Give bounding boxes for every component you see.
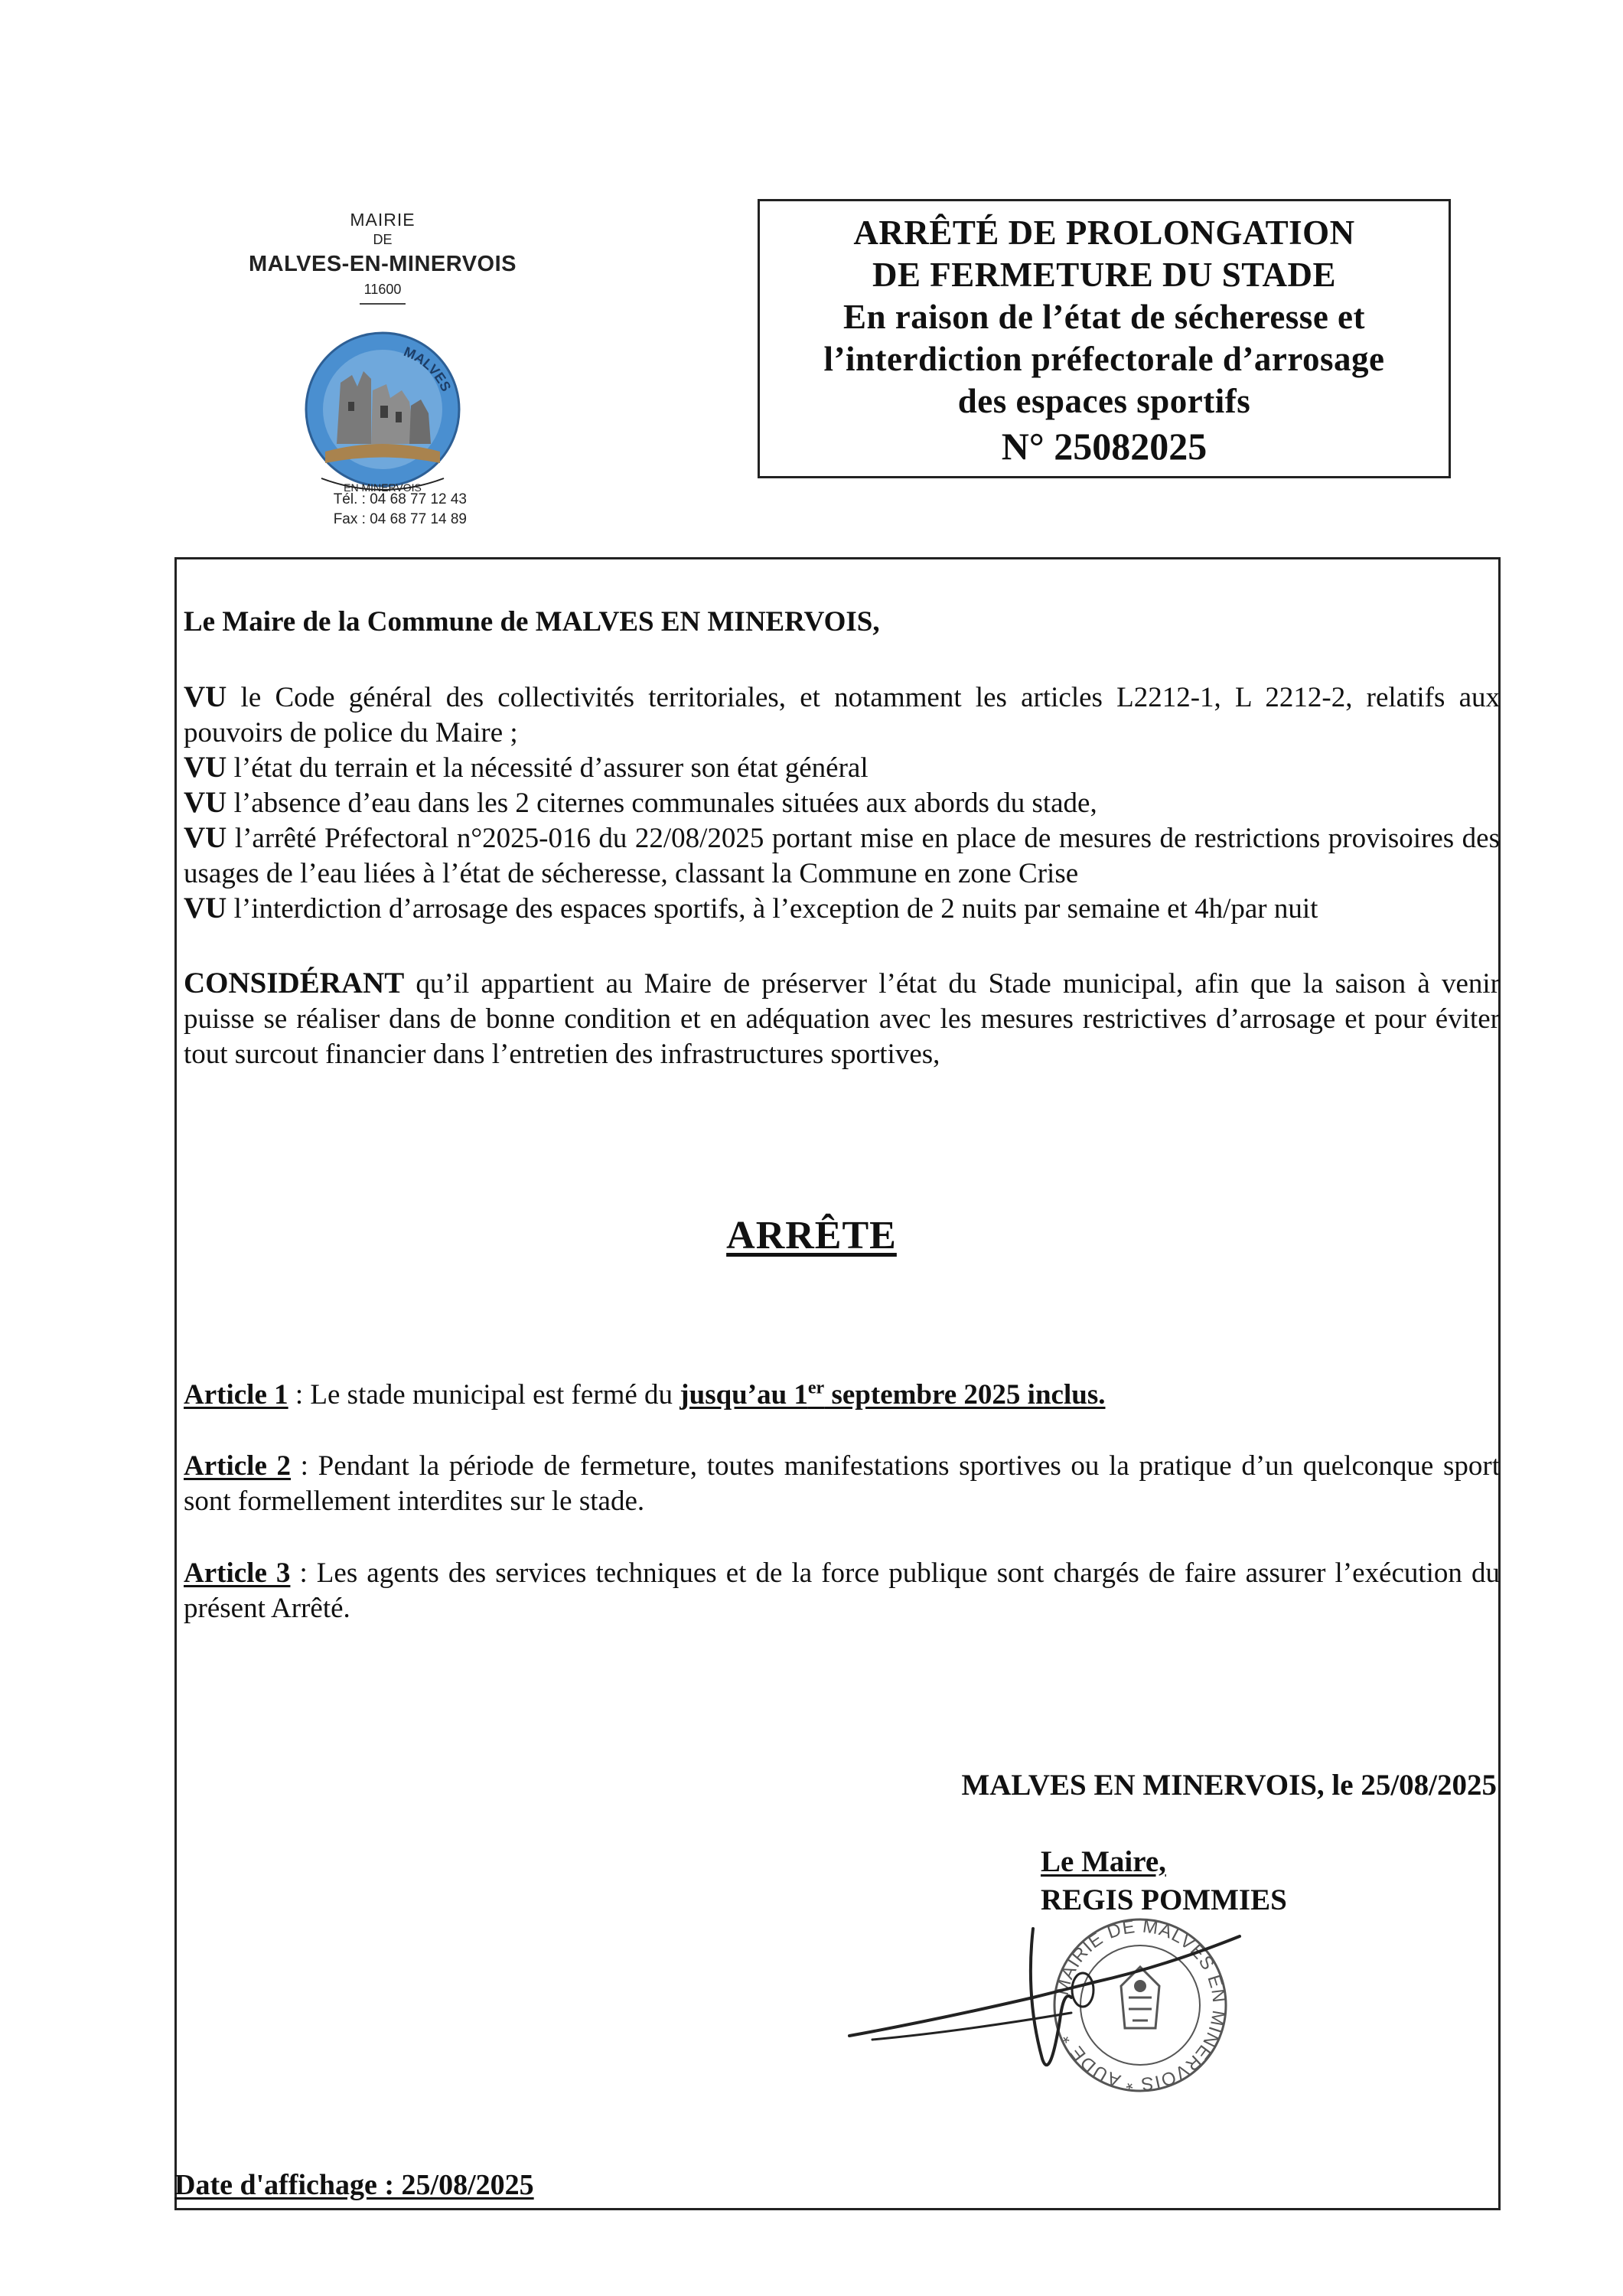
vu-text-1: le Code général des collectivités territoriales, et notamment les articles L2212-1, L 2212-2, relatifs aux pouvoirs de police du Maire ; <box>184 682 1500 748</box>
vu-keyword: VU <box>184 786 227 819</box>
commune-name: MALVES-EN-MINERVOIS <box>248 252 517 276</box>
phone-number: Tél. : 04 68 77 12 43 <box>333 491 467 507</box>
intro-line <box>184 605 1500 640</box>
vu-keyword: VU <box>184 821 227 854</box>
title-line-1: ARRÊTÉ DE PROLONGATION <box>853 214 1355 252</box>
logo-top-text: MALVES <box>401 344 455 394</box>
vu-keyword: VU <box>184 892 227 925</box>
contact-block <box>291 490 467 530</box>
decree-number: N° 25082025 <box>1001 425 1207 468</box>
mayor-title: Le Maire, <box>1041 1845 1166 1878</box>
considerant-paragraph <box>184 966 1500 1072</box>
title-line-3: En raison de l’état de sécheresse et <box>842 298 1366 336</box>
mayor-signature <box>842 1906 1270 2082</box>
logo-bottom-text: EN MINERVOIS <box>344 481 422 494</box>
considerant-text: qu’il appartient au Maire de préserver l’état du Stade municipal, afin que la saison à venir puisse se réaliser dans de bonne condition et en adéquation avec les mesures restrictives d’arrosage et pour éviter tout surcout financier dans l’entretien des infrastructures sportives, <box>184 968 1500 1070</box>
vu-text-4: l’arrêté Préfectoral n°2025-016 du 22/08/2025 portant mise en place de mesures de restrictions provisoires des usages de l’eau liées à l’état de sécheresse, classant la Commune en zone Crise <box>184 823 1500 889</box>
postcode: 11600 <box>363 282 402 297</box>
considerant-keyword: CONSIDÉRANT <box>184 967 405 1000</box>
article-1-date-a: jusqu’au 1 <box>680 1379 808 1411</box>
article-2 <box>184 1449 1500 1519</box>
de-label: DE <box>373 232 393 247</box>
vu-item-3 <box>184 785 1500 821</box>
intro-text: Le Maire de la Commune de MALVES EN MINERVOIS, <box>184 606 880 638</box>
vu-text-5: l’interdiction d’arrosage des espaces sportifs, à l’exception de 2 nuits par semaine et 4h/par nuit <box>233 893 1318 925</box>
article-2-text: : Pendant la période de fermeture, toutes manifestations sportives ou la pratique d’un quelconque sport sont formellement interdites sur le stade. <box>184 1450 1501 1517</box>
fax-number: Fax : 04 68 77 14 89 <box>333 511 467 527</box>
article-1-label: Article 1 <box>184 1379 288 1411</box>
article-3-label: Article 3 <box>184 1557 291 1589</box>
article-3-text: : Les agents des services techniques et de la force publique sont chargés de faire assurer l’exécution du présent Arrêté. <box>184 1557 1500 1624</box>
mayor-name: REGIS POMMIES <box>1041 1883 1287 1916</box>
title-line-4: l’interdiction préfectorale d’arrosage <box>823 340 1385 378</box>
article-1 <box>184 1378 1500 1413</box>
mairie-header <box>230 208 536 305</box>
vu-item-4 <box>184 820 1500 892</box>
title-line-2: DE FERMETURE DU STADE <box>872 256 1336 294</box>
header-divider <box>360 303 406 305</box>
vu-item-1 <box>184 680 1500 751</box>
seal-text: MAIRIE DE MALVES EN MINERVOIS * AUDE * <box>1051 1916 1230 2095</box>
article-1-sup: er <box>807 1378 825 1398</box>
commune-logo <box>295 329 471 505</box>
article-2-label: Article 2 <box>184 1450 292 1482</box>
vu-keyword: VU <box>184 751 227 784</box>
posting-date: Date d'affichage : 25/08/2025 <box>174 2169 534 2201</box>
title-box <box>758 199 1451 478</box>
title-line-5: des espaces sportifs <box>957 382 1251 420</box>
vu-item-5 <box>184 891 1500 927</box>
vu-text-3: l’absence d’eau dans les 2 citernes communales situées aux abords du stade, <box>233 788 1097 819</box>
place-and-date: MALVES EN MINERVOIS, le 25/08/2025 <box>961 1769 1497 1802</box>
vu-keyword: VU <box>184 680 227 713</box>
article-1-text: : Le stade municipal est fermé du <box>288 1379 680 1411</box>
vu-text-2: l’état du terrain et la nécessité d’assurer son état général <box>233 752 869 784</box>
article-1-date-b: septembre 2025 inclus. <box>824 1379 1106 1411</box>
mairie-label: MAIRIE <box>350 210 416 230</box>
article-3 <box>184 1556 1500 1626</box>
article-1-date <box>680 1379 1105 1411</box>
vu-item-2 <box>184 750 1500 786</box>
arrete-heading: ARRÊTE <box>726 1214 897 1257</box>
